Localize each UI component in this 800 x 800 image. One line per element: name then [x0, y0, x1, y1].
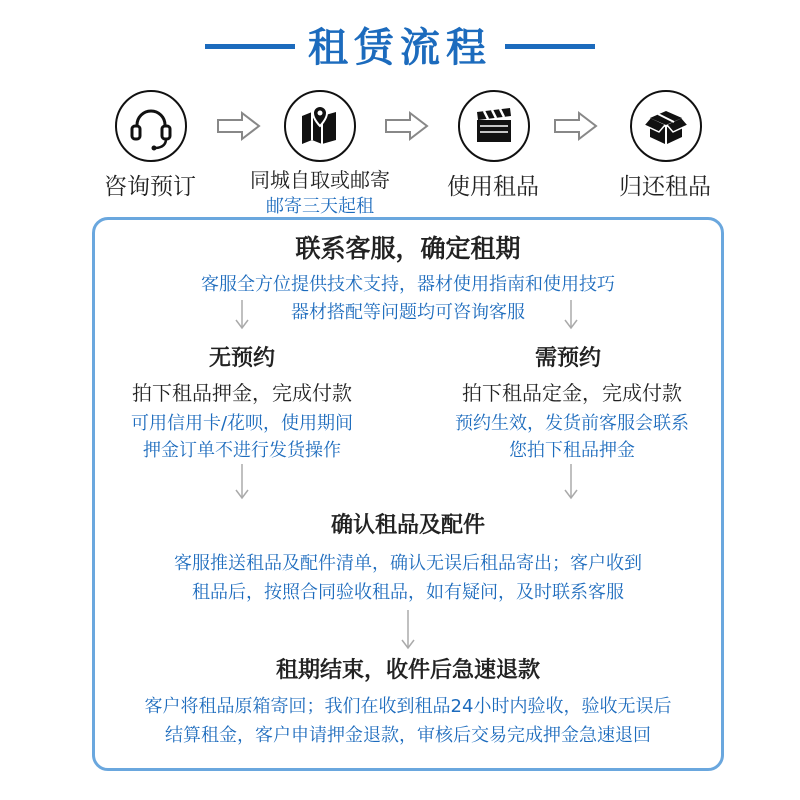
- section-text: 客服全方位提供技术支持，器材使用指南和使用技巧: [201, 274, 615, 295]
- down-arrow-icon: [564, 464, 578, 500]
- branch-main-left: 拍下租品押金，完成付款: [132, 381, 352, 405]
- section-text: 租品后，按照合同验收租品，如有疑问，及时联系客服: [192, 582, 624, 603]
- title-bar-right: [505, 44, 595, 49]
- branch-heading-left: 无预约: [208, 346, 275, 371]
- right-arrow-icon: [216, 110, 262, 142]
- section-text: 结算租金，客户申请押金退款，审核后交易完成押金急速退回: [165, 725, 651, 746]
- down-arrow-icon: [235, 464, 249, 500]
- step-label: 咨询预订: [104, 174, 196, 200]
- section-heading: 租期结束，收件后急速退款: [275, 658, 540, 683]
- branch-note-left: 押金订单不进行发货操作: [143, 440, 341, 461]
- step-label: 同城自取或邮寄: [250, 168, 390, 192]
- step-sublabel: 邮寄三天起租: [266, 196, 374, 217]
- section-text: 客服推送租品及配件清单，确认无误后租品寄出；客户收到: [174, 553, 642, 574]
- section-heading: 联系客服，确定租期: [295, 234, 521, 263]
- branch-note-right: 预约生效，发货前客服会联系: [455, 413, 689, 434]
- down-arrow-icon: [235, 300, 249, 330]
- headset-icon: [115, 90, 187, 162]
- right-arrow-icon: [384, 110, 430, 142]
- right-arrow-icon: [553, 110, 599, 142]
- page-title: 租赁流程: [308, 25, 492, 71]
- branch-note-right: 您拍下租品押金: [509, 440, 635, 461]
- branch-main-right: 拍下租品定金，完成付款: [462, 381, 682, 405]
- box-icon: [630, 90, 702, 162]
- section-text: 客户将租品原箱寄回；我们在收到租品24小时内验收，验收无误后: [144, 696, 672, 717]
- step-label: 使用租品: [447, 174, 539, 200]
- map-icon: [284, 90, 356, 162]
- step-label: 归还租品: [619, 174, 711, 200]
- section-text: 器材搭配等问题均可咨询客服: [291, 302, 525, 323]
- down-arrow-icon: [401, 610, 415, 650]
- clapperboard-icon: [458, 90, 530, 162]
- section-heading: 确认租品及配件: [330, 513, 485, 538]
- down-arrow-icon: [564, 300, 578, 330]
- branch-note-left: 可用信用卡/花呗，使用期间: [130, 413, 354, 434]
- branch-heading-right: 需预约: [534, 346, 601, 371]
